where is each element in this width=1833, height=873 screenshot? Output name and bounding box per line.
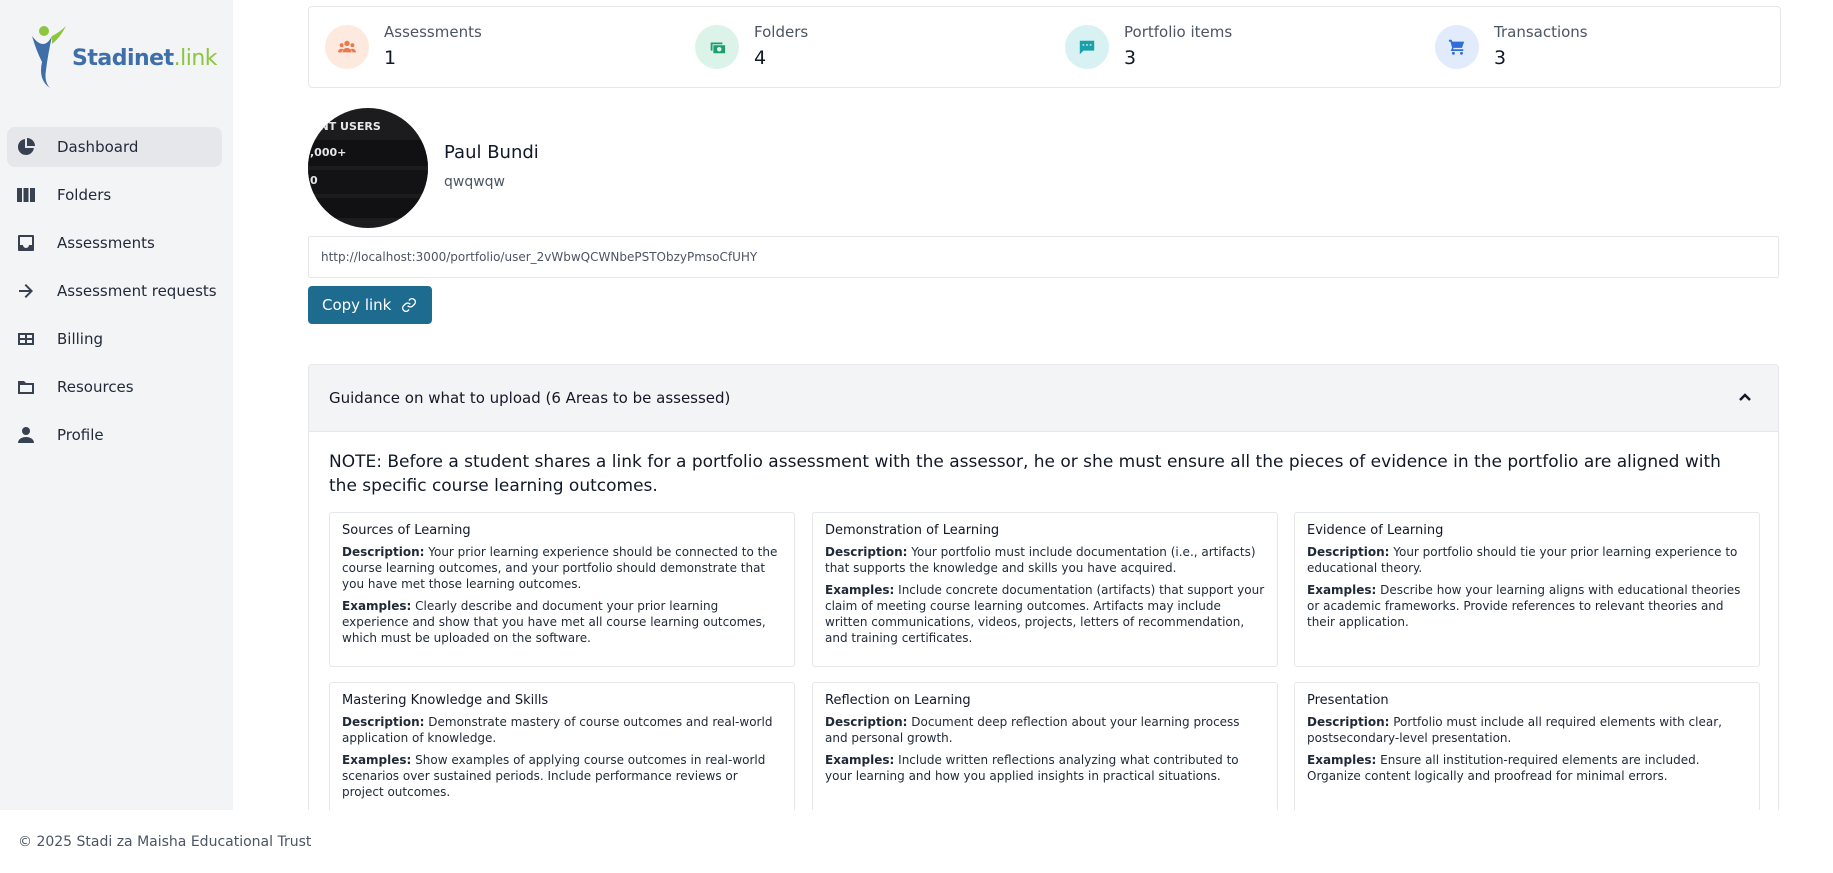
- examples-label: Examples:: [1307, 583, 1377, 597]
- sidebar-item-label: Resources: [57, 378, 134, 396]
- guidance-card-sources: [329, 512, 795, 667]
- stat-label: Transactions: [1494, 23, 1588, 41]
- stat-assessments[interactable]: [309, 7, 669, 87]
- columns-icon: [15, 184, 37, 206]
- stat-label: Assessments: [384, 23, 482, 41]
- footer-copyright: © 2025 Stadi za Maisha Educational Trust: [18, 834, 312, 850]
- stat-folders[interactable]: [679, 7, 1039, 87]
- avatar-image-text: 0: [310, 174, 318, 187]
- folder-icon: [15, 376, 37, 398]
- inbox-icon: [15, 232, 37, 254]
- avatar-image-row: [308, 198, 428, 218]
- card-examples: [1307, 752, 1747, 784]
- examples-text: Include concrete documentation (artifacts) that support your claim of meeting course learning outcomes. Artifacts may include written communications, videos, projects, letters of recommendation, and training certificates.: [825, 583, 1265, 645]
- description-label: Description:: [342, 715, 425, 729]
- money-icon: [695, 25, 739, 69]
- examples-text: Clearly describe and document your prior learning experience and show that you have met all course learning outcomes, which must be uploaded on the software.: [342, 599, 766, 645]
- stat-label: Folders: [754, 23, 809, 41]
- card-title: Demonstration of Learning: [825, 523, 1000, 538]
- sidebar-item-label: Assessments: [57, 234, 155, 252]
- stat-label: Portfolio items: [1124, 23, 1233, 41]
- copy-link-button[interactable]: [308, 286, 432, 324]
- card-examples: [825, 752, 1265, 784]
- sidebar-item-label: Profile: [57, 426, 104, 444]
- portfolio-link-input[interactable]: [308, 236, 1779, 278]
- examples-text: Describe how your learning aligns with educational theories or academic frameworks. Provide references to relevant theories and their application.: [1307, 583, 1741, 629]
- sidebar: [0, 0, 233, 810]
- guidance-note: NOTE: Before a student shares a link for a portfolio assessment with the assessor, he or she must ensure all the pieces of evidence in the portfolio are aligned with the specific course learning outcomes.: [329, 452, 1721, 496]
- brand-name-part1: Stadinet: [72, 46, 174, 71]
- card-title: Evidence of Learning: [1307, 523, 1444, 538]
- logo-figure-icon: [30, 22, 70, 92]
- link-icon: [401, 297, 417, 313]
- card-title: Presentation: [1307, 693, 1389, 708]
- sidebar-item-assessment-requests[interactable]: [7, 271, 222, 311]
- examples-label: Examples:: [342, 753, 412, 767]
- users-icon: [325, 25, 369, 69]
- stat-transactions[interactable]: [1419, 7, 1779, 87]
- examples-label: Examples:: [825, 753, 895, 767]
- card-description: [825, 544, 1265, 576]
- stat-value: 3: [1494, 47, 1507, 69]
- description-text: Your prior learning experience should be connected to the course learning outcomes, and your portfolio should demonstrate that you have met those learning outcomes.: [342, 545, 778, 591]
- sidebar-item-assessments[interactable]: [7, 223, 222, 263]
- guidance-accordion: [308, 364, 1779, 834]
- stat-value: 4: [754, 47, 767, 69]
- examples-label: Examples:: [1307, 753, 1377, 767]
- card-examples: [825, 582, 1265, 646]
- sidebar-item-profile[interactable]: [7, 415, 222, 455]
- avatar-image-text: ,000+: [310, 146, 347, 159]
- stat-value: 1: [384, 47, 397, 69]
- card-title: Reflection on Learning: [825, 693, 971, 708]
- sidebar-item-label: Folders: [57, 186, 112, 204]
- card-title: Sources of Learning: [342, 523, 471, 538]
- cart-icon: [1435, 25, 1479, 69]
- guidance-card-demonstration: [812, 512, 1278, 667]
- guidance-accordion-header[interactable]: [309, 365, 1778, 432]
- brand-name: [72, 46, 217, 71]
- guidance-card-evidence: [1294, 512, 1760, 667]
- sidebar-item-folders[interactable]: [7, 175, 222, 215]
- card-title: Mastering Knowledge and Skills: [342, 693, 549, 708]
- arrow-right-icon: [15, 280, 37, 302]
- chat-icon: [1065, 25, 1109, 69]
- description-text: Your portfolio must include documentation (i.e., artifacts) that supports the knowledge and skills you have acquired.: [825, 545, 1256, 575]
- sidebar-item-billing[interactable]: [7, 319, 222, 359]
- brand-logo[interactable]: [30, 22, 218, 92]
- description-label: Description:: [825, 715, 908, 729]
- description-label: Description:: [1307, 715, 1390, 729]
- sidebar-item-label: Billing: [57, 330, 103, 348]
- stat-portfolio-items[interactable]: [1049, 7, 1409, 87]
- description-label: Description:: [825, 545, 908, 559]
- card-description: [1307, 714, 1747, 746]
- user-name: Paul Bundi: [444, 142, 539, 163]
- card-examples: [342, 598, 782, 646]
- sidebar-item-resources[interactable]: [7, 367, 222, 407]
- examples-text: Include written reflections analyzing what contributed to your learning and how you applied insights in practical situations.: [825, 753, 1239, 783]
- sidebar-nav: [7, 127, 222, 463]
- card-examples: [342, 752, 782, 800]
- avatar: [308, 108, 428, 228]
- user-icon: [15, 424, 37, 446]
- sidebar-item-dashboard[interactable]: [7, 127, 222, 167]
- stat-value: 3: [1124, 47, 1137, 69]
- examples-label: Examples:: [825, 583, 895, 597]
- stats-bar: [308, 6, 1781, 88]
- chevron-up-icon[interactable]: [1736, 389, 1754, 407]
- description-label: Description:: [1307, 545, 1390, 559]
- table-icon: [15, 328, 37, 350]
- examples-text: Show examples of applying course outcomes in real-world scenarios over sustained periods. Include performance reviews or project outcomes.: [342, 753, 766, 799]
- card-description: [342, 714, 782, 746]
- card-description: [342, 544, 782, 592]
- brand-name-part2: .link: [173, 46, 218, 71]
- card-description: [1307, 544, 1747, 576]
- pie-chart-icon: [15, 136, 37, 158]
- examples-text: Ensure all institution-required elements are included. Organize content logically and proofread for minimal errors.: [1307, 753, 1700, 783]
- description-text: Document deep reflection about your learning process and personal growth.: [825, 715, 1240, 745]
- card-examples: [1307, 582, 1747, 630]
- card-description: [825, 714, 1265, 746]
- user-handle: qwqwqw: [444, 174, 506, 190]
- description-text: Demonstrate mastery of course outcomes and real-world application of knowledge.: [342, 715, 773, 745]
- copy-link-label: Copy link: [322, 296, 392, 314]
- examples-label: Examples:: [342, 599, 412, 613]
- description-text: Portfolio must include all required elements with clear, postsecondary-level presentation.: [1307, 715, 1722, 745]
- description-text: Your portfolio should tie your prior learning experience to educational theory.: [1307, 545, 1738, 575]
- footer: [0, 810, 1833, 873]
- sidebar-item-label: Dashboard: [57, 138, 139, 156]
- sidebar-item-label: Assessment requests: [57, 282, 217, 300]
- guidance-title: Guidance on what to upload (6 Areas to be assessed): [329, 389, 731, 407]
- avatar-image-text: ENT USERS: [312, 120, 381, 133]
- avatar-image-row: [308, 170, 428, 194]
- description-label: Description:: [342, 545, 425, 559]
